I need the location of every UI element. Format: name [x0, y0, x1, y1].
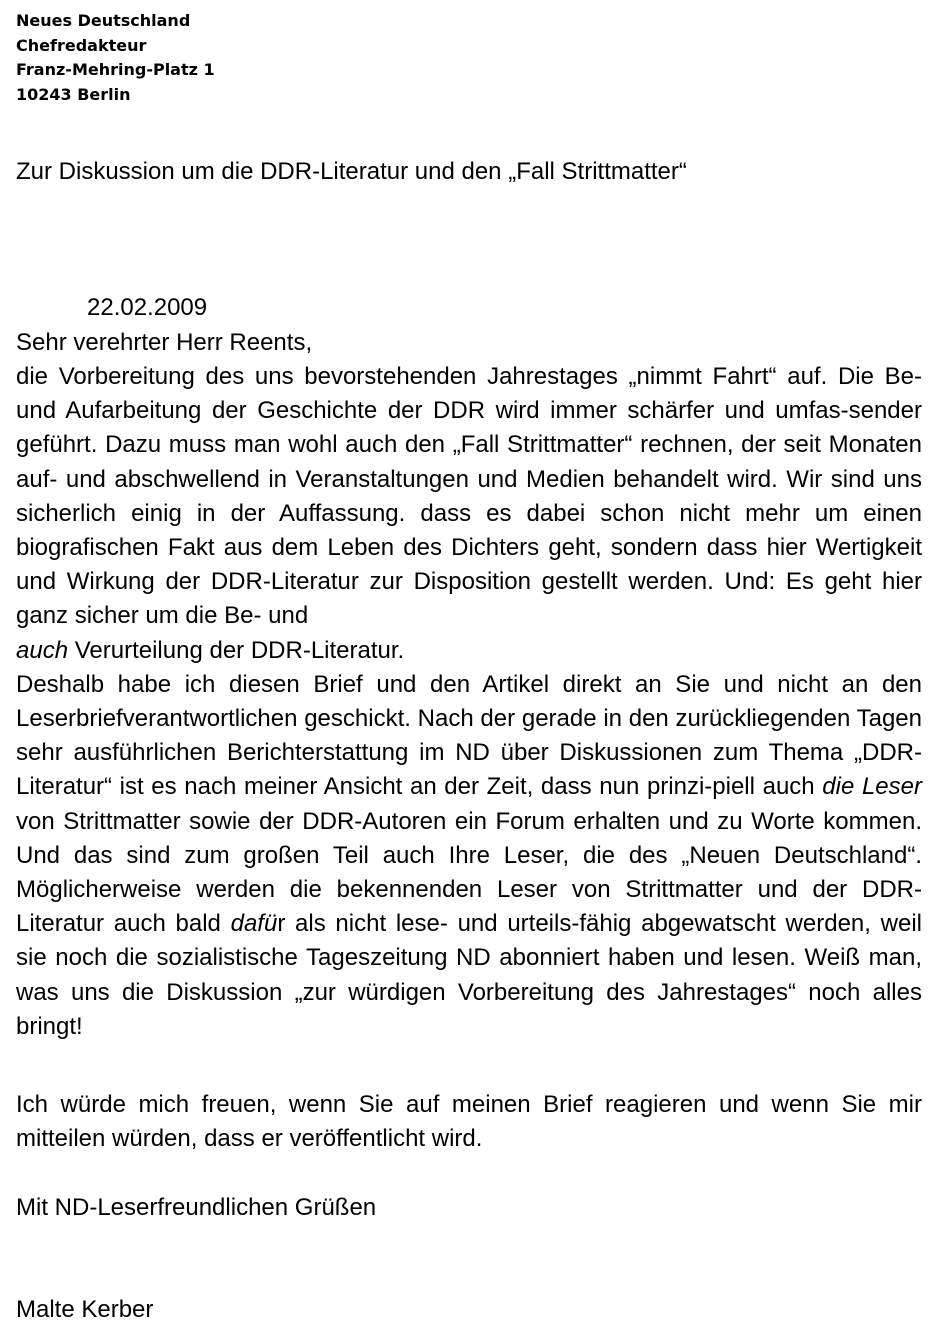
paragraph-1-text: die Vorbereitung des uns bevorstehenden Jahrestages „nimmt Fahrt“ auf. Die Be- und Aufarbeitung der Geschichte der DDR wird immer schärfer und umfas-sender geführt. Dazu muss man wohl auch den „Fall Strittmatter“ rechnen, der seit Monaten auf- und abschwellend in Veranstaltungen und Medien behandelt wird. Wir sind uns sicherlich einig in der Auffassung. dass es dabei schon nicht mehr um einen biografischen Fakt aus dem Leben des Dichters geht, sondern dass hier Wertigkeit und Wirkung der DDR-Literatur zur Disposition gestellt werden. Und: Es geht hier ganz sicher um die Be- und [16, 363, 922, 630]
address-line-newspaper: Neues Deutschland [16, 11, 191, 30]
paragraph-2-text: Deshalb habe ich diesen Brief und den Artikel direkt an Sie und nicht an den Leserbriefverantwortlichen geschickt. Nach der gerade in den zurückliegenden Tagen sehr ausführlichen Berichterstattung im ND über Diskussionen zum Thema „DDR-Literatur“ ist es nach meiner Ansicht an der Zeit, dass nun prinzi-piell auch [16, 670, 922, 801]
paragraph-3-text: Ich würde mich freuen, wenn Sie auf meinen Brief reagieren und wenn Sie mir mitteilen würden, dass er veröffentlicht wird. [16, 1091, 922, 1153]
paragraph-2-emphasis-dafuer: dafü [230, 910, 278, 938]
paragraph-3 [16, 1088, 922, 1156]
recipient-address [16, 9, 215, 107]
signature-name: Malte Kerber [16, 1296, 154, 1323]
letter-subject: Zur Diskussion um die DDR-Literatur und den „Fall Strittmatter“ [16, 158, 687, 185]
letter-body [16, 360, 922, 1044]
paragraph-1-text-end: Verurteilung der DDR-Literatur. [68, 636, 405, 664]
address-line-street: Franz-Mehring-Platz 1 [16, 60, 215, 79]
paragraph-2-emphasis-readers: die Leser [822, 773, 922, 801]
paragraph-1-emphasis: auch [16, 636, 69, 664]
address-line-city: 10243 Berlin [16, 84, 131, 104]
closing-greeting: Mit ND-Leserfreundlichen Grüßen [16, 1194, 377, 1221]
paragraph-2-text-middle: von Strittmatter sowie der DDR-Autoren ein Forum erhalten und zu Worte kommen. Und das sind zum großen Teil auch Ihre Leser, die des „Neuen Deutschland“. Möglicherweise werden die bekennenden Leser von Strittmatter und der DDR-Literatur auch bald [16, 807, 922, 938]
address-line-role: Chefredakteur [16, 35, 147, 55]
salutation: Sehr verehrter Herr Reents, [16, 329, 313, 356]
paragraph-2-text-end: r als nicht lese- und urteils-fähig abgewatscht werden, weil sie noch die sozialistische Tageszeitung ND abonniert haben und lesen. Weiß man, was uns die Diskussion „zur würdigen Vorbereitung des Jahrestages“ noch alles bringt! [16, 910, 923, 1040]
paragraph-1 [16, 360, 922, 668]
paragraph-2 [16, 668, 922, 1044]
letter-date: 22.02.2009 [87, 294, 208, 321]
